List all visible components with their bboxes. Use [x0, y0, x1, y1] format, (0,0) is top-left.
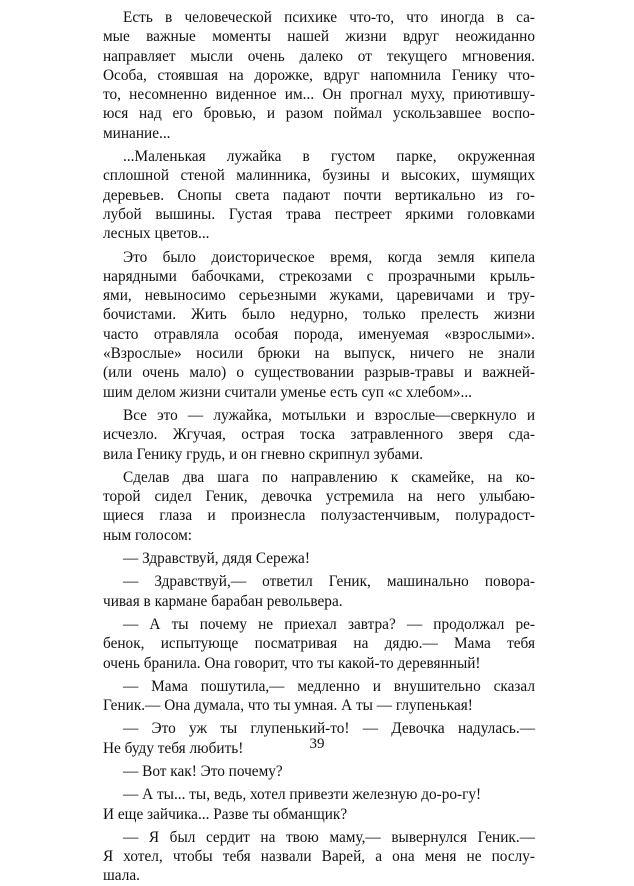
text-line: — Я был сердит на твою маму,— вывернулся Геник.—	[123, 828, 535, 846]
text-line: — Мама пошутила,— медленно и внушительно сказал	[123, 677, 535, 695]
text-line: — Это уж ты глупенький-то! — Девочка надулась.—	[123, 720, 535, 738]
text-line: ...Маленькая лужайка в густом парке, окруженная	[123, 148, 535, 166]
text-line: лубой вышины. Густая трава пестреет яркими головками	[103, 205, 535, 223]
text-line: юся над его бровью, и разом поймал ускользавшее воспо-	[103, 105, 535, 123]
text-line: бочистами. Жить было недурно, только прелесть жизни	[103, 306, 535, 324]
text-line: нарядными бабочками, стрекозами с прозрачными крыль-	[103, 267, 535, 285]
text-line: очень бранила. Она говорит, что ты какой-то деревянный!	[103, 654, 481, 672]
text-line: — А ты почему не приехал завтра? — продолжал ре-	[123, 615, 535, 633]
text-line: — А ты... ты, ведь, хотел привезти железную до-ро-гу!	[123, 786, 482, 804]
text-line: то, несомненно виденное им... Он прогнал муху, приютившу-	[103, 86, 535, 104]
text-line: деревьев. Снопы света падают почти вертикально из го-	[103, 186, 535, 204]
text-line: направляет мысли очень далеко от текущего мгновения.	[103, 47, 535, 65]
text-line: «Взрослые» носили брюки на выпуск, ничего не знали	[103, 345, 535, 363]
text-line: сплошной стеной малинника, бузины и высоких, шумящих	[103, 167, 535, 185]
text-line: минание...	[103, 124, 171, 142]
text-line: чивая в кармане барабан револьвера.	[103, 592, 343, 610]
text-line: (или очень мало) о существовании разрыв-травы и важней-	[103, 364, 535, 382]
text-line: — Здравствуй,— ответил Геник, машинально повора-	[123, 573, 535, 591]
text-line: ным голосом:	[103, 526, 193, 544]
text-line: ями, невыносимо серьезными жуками, царевичами и тру-	[103, 287, 535, 305]
text-line: шала.	[103, 867, 140, 885]
text-line: Не буду тебя любить!	[103, 739, 244, 757]
text-line: мые важные моменты нашей жизни вдруг неожиданно	[103, 28, 535, 46]
text-line: Есть в человеческой психике что-то, что иногда в са-	[123, 9, 535, 26]
text-line: торой сидел Геник, девочка устремила на него улыбаю-	[103, 488, 535, 506]
text-line: Это было доисторическое время, когда земля кипела	[123, 248, 535, 266]
text-line: И еще зайчика... Разве ты обманщик?	[103, 805, 348, 823]
text-line: Сделав два шага по направлению к скамейке, на ко-	[123, 468, 535, 486]
text-line: часто отравляла особая порода, именуемая «взрослыми».	[103, 325, 535, 343]
text-line: вила Генику грудь, и он гневно скрипнул зубами.	[103, 445, 424, 463]
text-line: Все это — лужайка, мотыльки и взрослые—сверкнуло и	[123, 406, 535, 424]
text-line: — Здравствуй, дядя Сережа!	[123, 550, 310, 568]
text-line: — Вот как! Это почему?	[123, 762, 283, 780]
text-line: бенок, испытующе посматривая на дядю.— Мама тебя	[103, 635, 535, 653]
page-number: 39	[309, 736, 325, 752]
text-line: Особа, стоявшая на дорожке, вдруг напомнила Генику что-	[103, 66, 535, 84]
body-text	[103, 8, 535, 886]
text-line: щиеся глаза и произнесла полузастенчивым, полурадост-	[103, 507, 535, 525]
text-line: шим делом жизни считали уменье есть суп «с хлебом»...	[103, 383, 472, 401]
text-line: Геник.— Она думала, что ты умная. А ты — глупенькая!	[103, 697, 473, 715]
text-line: лесных цветов...	[103, 225, 210, 243]
text-line: Я хотел, чтобы тебя назвали Варей, а она меня не послу-	[103, 848, 535, 866]
text-line: исчезло. Жгучая, острая тоска затравленного зверя сда-	[103, 426, 535, 444]
